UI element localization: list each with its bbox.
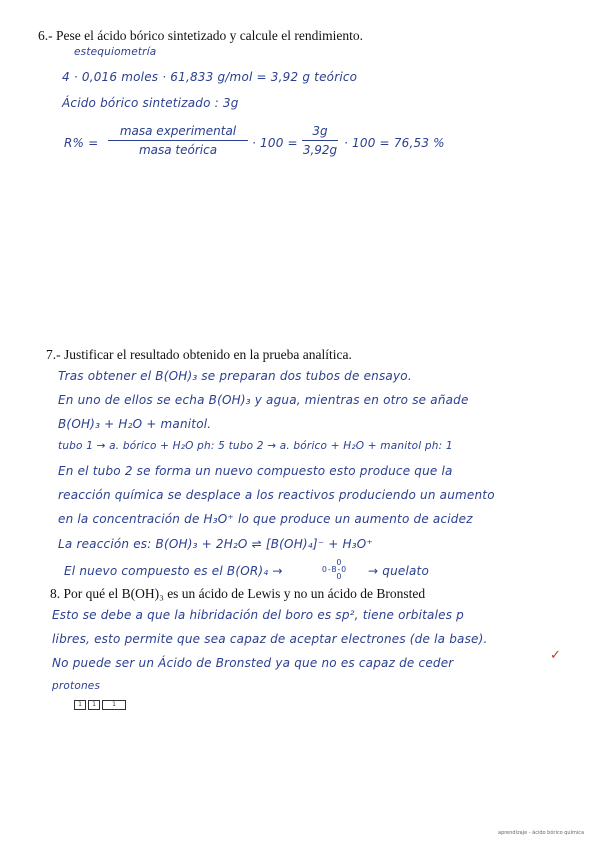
- grade-checkmark: ✓: [550, 648, 561, 663]
- answer-8-line-4: protones: [52, 680, 101, 692]
- multiply-100: · 100 =: [252, 136, 298, 150]
- question-7-title: 7.- Justificar el resultado obtenido en la prueba analítica.: [46, 347, 352, 362]
- fraction-denominator: masa teórica: [138, 143, 218, 157]
- checkbox-3: 1: [102, 700, 126, 710]
- answer-7-line-9: El nuevo compuesto es el B(OR)₄ →: [64, 564, 283, 578]
- handwritten-calculation-line: 4 · 0,016 moles · 61,833 g/mol = 3,92 g teórico: [62, 70, 358, 84]
- answer-8-line-2: libres, esto permite que sea capaz de aceptar electrones (de la base).: [52, 632, 488, 646]
- page-footer-text: aprendizaje - ácido bórico química: [498, 830, 585, 836]
- answer-7-line-7: en la concentración de H₃O⁺ lo que produce un aumento de acidez: [58, 512, 473, 526]
- yield-fraction: [108, 124, 248, 157]
- answer-7-line-2: En uno de ellos se echa B(OH)₃ y agua, mientras en otro se añade: [58, 393, 469, 407]
- answer-7-line-4: tubo 1 → a. bórico + H₂O ph: 5 tubo 2 → a. bórico + H₂O + manitol ph: 1: [58, 440, 453, 452]
- fraction-values-bar: [302, 140, 338, 141]
- fraction-bar: [108, 140, 248, 141]
- answer-8-line-1: Esto se debe a que la hibridación del boro es sp², tiene orbitales p: [52, 608, 465, 622]
- answer-7-line-8: La reacción es: B(OH)₃ + 2H₂O ⇌ [B(OH)₄]⁻ + H₃O⁺: [58, 537, 373, 551]
- yield-label: R% =: [64, 136, 99, 150]
- answer-8-line-3: No puede ser un Ácido de Bronsted ya que no es capaz de ceder: [52, 656, 454, 670]
- yield-fraction-values: [302, 124, 338, 157]
- answer-7-line-10: → quelato: [368, 564, 430, 578]
- fraction-numerator: masa experimental: [119, 124, 237, 138]
- answer-7-line-5: En el tubo 2 se forma un nuevo compuesto esto produce que la: [58, 464, 453, 478]
- handwritten-note-stoichiometry: estequiometría: [74, 46, 157, 58]
- checkbox-1: 1: [74, 700, 86, 710]
- fraction-values-denominator: 3,92g: [302, 143, 338, 157]
- answer-7-line-1: Tras obtener el B(OH)₃ se preparan dos tubos de ensayo.: [58, 369, 412, 383]
- question-8-title: 8. Por qué el B(OH)₃ es un ácido de Lewis y no un ácido de Bronsted: [50, 586, 426, 601]
- yield-result: · 100 = 76,53 %: [344, 136, 445, 150]
- fraction-values-numerator: 3g: [312, 124, 328, 138]
- checkbox-2: 1: [88, 700, 100, 710]
- question-6-title: 6.- Pese el ácido bórico sintetizado y calcule el rendimiento.: [38, 28, 364, 43]
- handwritten-synthesized-mass: Ácido bórico sintetizado : 3g: [62, 96, 239, 110]
- checkbox-group: [74, 700, 126, 710]
- answer-7-line-6: reacción química se desplace a los reactivos produciendo un aumento: [58, 488, 495, 502]
- boron-chelate-structure-drawing: O O-B-O O: [322, 558, 347, 581]
- answer-7-line-3: B(OH)₃ + H₂O + manitol.: [58, 417, 212, 431]
